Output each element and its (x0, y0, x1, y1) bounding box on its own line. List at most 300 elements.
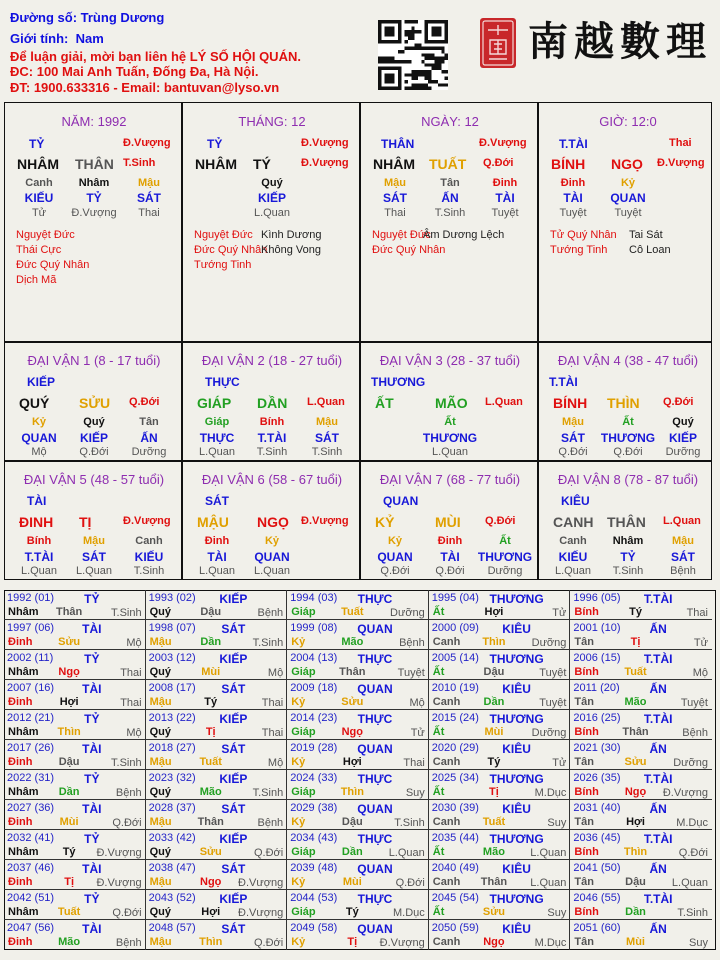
year-ten-god: TÀI (82, 802, 102, 816)
year-stem: Tân (574, 696, 594, 708)
year-ten-god: KIẾP (219, 592, 248, 606)
dai-van-hidden-item: QUAN (21, 431, 57, 445)
year-ten-god: KIẾP (219, 772, 248, 786)
year-cell (570, 800, 712, 830)
dai-van-hidden-item: Q.Đới (435, 565, 465, 577)
dai-van-hidden-item: TÀI (207, 550, 227, 564)
year-cell (570, 590, 712, 620)
year-ten-god: THỰC (357, 772, 393, 786)
year-ten-god: KIÊU (502, 682, 531, 696)
dai-van-title: ĐẠI VẬN 4 (38 - 47 tuổi) (557, 353, 699, 368)
year-stem: Kỷ (291, 696, 306, 708)
dai-van-hidden-item: Bính (259, 416, 285, 428)
year-branch: Thìn (340, 786, 364, 798)
year-label: 2046 (55) (573, 892, 621, 904)
year-cell (287, 800, 429, 830)
dai-van-cell (4, 461, 182, 580)
year-ten-god: TÀI (82, 742, 102, 756)
year-branch: Dần (483, 696, 505, 708)
year-stem: Nhâm (8, 786, 39, 798)
year-label: 2002 (11) (7, 652, 54, 664)
qr-code-icon (378, 20, 448, 90)
year-status: Bệnh (115, 937, 142, 949)
dai-van-hidden-item: THƯƠNG (422, 431, 478, 445)
year-status: Mộ (126, 637, 142, 649)
year-stem: Giáp (291, 666, 316, 678)
dai-van-hidden-item: L.Quan (431, 446, 469, 458)
pillar-branch-status: T.Sinh (123, 157, 156, 169)
star-right: Tai Sát (629, 229, 663, 241)
pillar-ten-god: TỶ (29, 137, 45, 151)
star-right: Không Vong (261, 244, 321, 256)
year-ten-god: ẤN (649, 622, 667, 636)
year-stem: Quý (149, 606, 171, 618)
year-stem: Giáp (291, 606, 316, 618)
dai-van-stem: ẤT (375, 395, 394, 411)
year-cell (429, 800, 571, 830)
year-branch: Sửu (624, 756, 647, 768)
dai-van-ten-god: T.TÀI (549, 375, 578, 389)
year-label: 1996 (05) (573, 592, 621, 604)
year-ten-god: THỰC (357, 592, 393, 606)
year-status: T.Sinh (252, 787, 284, 799)
dai-van-status: L.Quan (485, 396, 523, 408)
hidden-stem-item: TỶ (86, 191, 102, 205)
year-stem: Đinh (8, 696, 33, 708)
dai-van-hidden-item: TỶ (620, 550, 636, 564)
year-status: M.Dục (534, 937, 567, 949)
year-cell (429, 680, 571, 710)
year-status: Q.Đới (253, 847, 284, 859)
year-cell (146, 620, 288, 650)
year-ten-god: ẤN (649, 682, 667, 696)
year-status: Đ.Vượng (379, 937, 425, 949)
dai-van-hidden-item: Ất (444, 416, 456, 428)
year-stem: Tân (574, 936, 594, 948)
year-ten-god: TÀI (82, 862, 102, 876)
dai-van-hidden-item: KIẾU (134, 550, 164, 564)
year-cell (570, 710, 712, 740)
year-stem: Nhâm (8, 846, 39, 858)
year-label: 2043 (52) (148, 892, 196, 904)
year-stem: Ất (432, 906, 445, 918)
dai-van-cell (538, 342, 712, 461)
dai-van-hidden-item: Đinh (437, 535, 463, 547)
year-stem: Ất (432, 846, 445, 858)
year-ten-god: KIÊU (502, 922, 531, 936)
dai-van-hidden-item: L.Quan (198, 446, 236, 458)
year-label: 2007 (16) (7, 682, 55, 694)
year-status: Mộ (267, 757, 284, 769)
pillar-branch: THÂN (75, 156, 114, 172)
year-status: Suy (547, 817, 567, 829)
year-ten-god: KIÊU (502, 802, 531, 816)
year-branch: Tý (629, 606, 642, 618)
dai-van-hidden-item: Kỷ (387, 535, 403, 547)
pillar-branch: NGỌ (611, 156, 643, 172)
year-label: 1994 (03) (290, 592, 338, 604)
year-cell (146, 740, 288, 770)
year-branch: Thìn (482, 636, 506, 648)
year-cell (287, 860, 429, 890)
dai-van-hidden-item: Mậu (672, 535, 694, 547)
year-cell (287, 920, 429, 950)
year-branch: Tý (62, 846, 76, 858)
year-stem: Giáp (291, 726, 316, 738)
year-cell (4, 920, 146, 950)
pillar-stem-status: Đ.Vượng (123, 137, 171, 149)
pillar-cell (538, 102, 712, 342)
year-branch: Dần (625, 906, 646, 918)
year-branch: Ngọ (341, 726, 364, 738)
year-cell (146, 710, 288, 740)
dai-van-cell (538, 461, 712, 580)
year-branch: Tý (345, 906, 359, 918)
year-status: Tử (552, 607, 567, 619)
year-ten-god: KIẾP (219, 892, 248, 906)
dai-van-ten-god: THỰC (205, 375, 240, 389)
pillar-cell (360, 102, 538, 342)
year-branch: Hợi (484, 606, 504, 618)
dai-van-hidden-item: Tân (139, 416, 159, 428)
year-cell (146, 770, 288, 800)
dai-van-title: ĐẠI VẬN 5 (48 - 57 tuổi) (23, 472, 165, 487)
year-label: 2044 (53) (290, 892, 338, 904)
year-label: 2029 (38) (290, 802, 338, 814)
hidden-stem-item: Canh (25, 177, 53, 189)
star-right: Cô Loan (629, 244, 671, 256)
dai-van-ten-god: TÀI (27, 494, 47, 508)
seal-stamp-icon (478, 16, 518, 70)
year-ten-god: T.TÀI (643, 832, 673, 846)
year-stem: Canh (432, 876, 461, 888)
year-status: Dưỡng (390, 607, 425, 619)
dai-van-cell (182, 461, 360, 580)
dai-van-hidden-item: Bệnh (670, 565, 696, 577)
year-label: 2032 (41) (7, 832, 55, 844)
dai-van-hidden-item: Bính (26, 535, 52, 547)
year-branch: Tý (204, 696, 218, 708)
year-label: 2014 (23) (290, 712, 338, 724)
dai-van-hidden-item: SÁT (671, 550, 695, 564)
dai-van-title: ĐẠI VẬN 1 (8 - 17 tuổi) (27, 353, 161, 368)
year-status: M.Dục (534, 787, 567, 799)
dai-van-hidden-item: Nhâm (612, 535, 644, 547)
year-stem: Kỷ (291, 756, 306, 768)
hidden-stem-item: Đinh (560, 177, 586, 189)
year-ten-god: T.TÀI (643, 652, 673, 666)
year-branch: Thân (55, 606, 83, 618)
dai-van-title: ĐẠI VẬN 6 (58 - 67 tuổi) (201, 472, 343, 487)
dai-van-hidden-item: Dưỡng (131, 446, 167, 458)
dai-van-hidden-item: Kỷ (31, 416, 47, 428)
year-label: 1995 (04) (431, 592, 479, 604)
dai-van-hidden-item: Canh (135, 535, 163, 547)
year-branch: Thân (197, 816, 224, 828)
year-status: Đ.Vượng (96, 877, 142, 889)
year-stem: Nhâm (8, 606, 39, 618)
year-ten-god: T.TÀI (643, 592, 673, 606)
star-left: Nguyệt Đức (194, 229, 253, 241)
dai-van-hidden-item: T.Sinh (311, 446, 343, 458)
dai-van-hidden-item: L.Quan (75, 565, 113, 577)
year-label: 2048 (57) (148, 922, 196, 934)
dai-van-branch: NGỌ (257, 514, 289, 530)
year-label: 2017 (26) (7, 742, 55, 754)
year-status: Q.Đới (253, 937, 284, 949)
year-label: 2012 (21) (7, 712, 55, 724)
dai-van-hidden-item: T.Sinh (256, 446, 288, 458)
year-status: Suy (547, 907, 567, 919)
year-cell (570, 830, 712, 860)
dai-van-title: ĐẠI VẬN 3 (28 - 37 tuổi) (379, 353, 521, 368)
year-cell (429, 890, 571, 920)
star-left: Nguyệt Đức (372, 229, 431, 241)
year-ten-god: TỶ (84, 592, 100, 606)
year-status: Đ.Vượng (238, 907, 284, 919)
year-stem: Canh (432, 696, 461, 708)
year-ten-god: QUAN (357, 682, 393, 696)
year-branch: Hợi (626, 816, 645, 828)
year-label: 2019 (28) (290, 742, 338, 754)
star-left: Đức Quý Nhân (194, 244, 268, 256)
year-cell (4, 620, 146, 650)
dai-van-hidden-item: Ất (499, 535, 511, 547)
year-status: Suy (689, 937, 708, 949)
dai-van-hidden-item: KIẾP (668, 431, 698, 445)
year-ten-god: KIÊU (502, 622, 531, 636)
year-branch: Dần (341, 846, 363, 858)
year-label: 1999 (08) (290, 622, 338, 634)
year-ten-god: ẤN (649, 802, 667, 816)
gender-value: Nam (75, 31, 104, 46)
year-stem: Quý (149, 906, 171, 918)
pillar-branch-status: Đ.Vượng (657, 157, 705, 169)
year-stem: Quý (149, 666, 171, 678)
year-label: 2040 (49) (431, 862, 479, 874)
dai-van-hidden-item: Ất (622, 416, 634, 428)
dai-van-status: L.Quan (663, 515, 701, 527)
dai-van-hidden-item: Giáp (204, 416, 230, 428)
year-label: 2033 (42) (148, 832, 196, 844)
year-label: 2021 (30) (573, 742, 621, 754)
year-label: 2013 (22) (148, 712, 196, 724)
year-branch: Thân (339, 666, 366, 678)
dai-van-hidden-item: THƯƠNG (600, 431, 656, 445)
year-status: Đ.Vượng (96, 847, 142, 859)
year-label: 2049 (58) (290, 922, 338, 934)
year-status: T.Sinh (394, 817, 425, 829)
year-ten-god: TỶ (84, 652, 100, 666)
year-label: 2034 (43) (290, 832, 338, 844)
year-status: Tử (693, 637, 708, 649)
year-cell (4, 710, 146, 740)
dai-van-cell (182, 342, 360, 461)
year-stem: Mậu (149, 696, 172, 708)
star-left: Đức Quý Nhân (372, 244, 446, 256)
year-status: Q.Đới (112, 817, 142, 829)
year-stem: Bính (574, 906, 599, 918)
year-status: Thai (120, 667, 142, 679)
year-cell (146, 830, 288, 860)
name-line: Đường số: Trùng Dương (10, 10, 165, 25)
dai-van-hidden-item: Q.Đới (79, 446, 109, 458)
dai-van-status: L.Quan (307, 396, 345, 408)
dai-van-status: Q.Đới (663, 396, 694, 408)
year-branch: Ngọ (200, 876, 222, 888)
year-ten-god: KIẾP (219, 712, 248, 726)
dai-van-hidden-item: Mậu (83, 535, 105, 547)
dai-van-branch: THÂN (607, 514, 646, 530)
pillar-ten-god: T.TÀI (559, 137, 588, 151)
year-ten-god: SÁT (221, 862, 246, 876)
year-status: Dưỡng (531, 727, 567, 739)
phone-email-line: ĐT: 1900.633316 - Email: bantuvan@lyso.vn (10, 80, 280, 95)
year-ten-god: THỰC (357, 712, 393, 726)
dai-van-hidden-item: QUAN (254, 550, 290, 564)
year-ten-god: THỰC (357, 832, 393, 846)
year-stem: Nhâm (8, 666, 39, 678)
dai-van-ten-god: THƯƠNG (371, 375, 426, 389)
year-cell (570, 890, 712, 920)
year-status: Q.Đới (678, 847, 708, 859)
year-ten-god: THƯƠNG (489, 712, 544, 726)
year-stem: Nhâm (8, 726, 39, 738)
year-stem: Quý (149, 726, 171, 738)
year-status: Bệnh (399, 637, 425, 649)
dai-van-hidden-item: SÁT (315, 431, 339, 445)
year-label: 2038 (47) (148, 862, 196, 874)
year-label: 2039 (48) (290, 862, 338, 874)
year-ten-god: THƯƠNG (489, 832, 544, 846)
dai-van-hidden-item: T.Sinh (612, 565, 644, 577)
year-stem: Đinh (8, 756, 33, 768)
year-status: L.Quan (530, 847, 567, 859)
year-label: 2025 (34) (431, 772, 479, 784)
star-left: Đức Quý Nhân (16, 259, 90, 271)
year-cell (4, 830, 146, 860)
year-label: 2047 (56) (7, 922, 55, 934)
year-ten-god: ẤN (649, 862, 667, 876)
hidden-stem-item: Đinh (492, 177, 518, 189)
year-status: Q.Đới (395, 877, 425, 889)
dai-van-hidden-item: T.TÀI (257, 431, 287, 445)
year-stem: Bính (574, 846, 599, 858)
pillar-stem-status: Thai (669, 137, 692, 149)
year-ten-god: THƯƠNG (489, 592, 544, 606)
dai-van-hidden-item: SÁT (82, 550, 106, 564)
hidden-stem-item: Kỷ (620, 177, 636, 189)
dai-van-hidden-item: TÀI (440, 550, 460, 564)
dai-van-stem: ĐINH (19, 514, 54, 530)
year-stem: Giáp (291, 786, 316, 798)
year-branch: Mùi (484, 726, 504, 738)
year-label: 2005 (14) (431, 652, 479, 664)
year-stem: Canh (432, 936, 461, 948)
hidden-stem-item: Mậu (384, 177, 406, 189)
year-branch: Mùi (201, 666, 221, 678)
hidden-stem-item: TÀI (563, 191, 583, 205)
dai-van-hidden-item: Mộ (31, 446, 47, 458)
year-label: 2027 (36) (7, 802, 55, 814)
year-label: 2035 (44) (431, 832, 479, 844)
gender-label: Giới tính: (10, 31, 69, 46)
dai-van-title: ĐẠI VẬN 7 (68 - 77 tuổi) (379, 472, 521, 487)
year-branch: Tuất (57, 906, 81, 918)
year-ten-god: QUAN (357, 802, 393, 816)
year-label: 2010 (19) (431, 682, 479, 694)
year-label: 2018 (27) (148, 742, 196, 754)
year-stem: Bính (574, 786, 599, 798)
year-branch: Sửu (58, 636, 81, 648)
year-label: 2020 (29) (431, 742, 479, 754)
dai-van-hidden-item: T.TÀI (24, 550, 54, 564)
year-cell (4, 890, 146, 920)
hidden-stem-item: QUAN (610, 191, 646, 205)
year-branch: Thìn (623, 846, 648, 858)
star-left: Dịch Mã (16, 274, 57, 286)
year-stem: Đinh (8, 876, 33, 888)
year-stem: Canh (432, 636, 461, 648)
year-label: 2030 (39) (431, 802, 479, 814)
hidden-stem-item: SÁT (137, 191, 161, 205)
year-status: Mộ (267, 667, 284, 679)
year-cell (146, 920, 288, 950)
year-status: Tử (552, 757, 567, 769)
gender-line (10, 31, 104, 47)
year-label: 2015 (24) (431, 712, 479, 724)
year-ten-god: TÀI (82, 922, 102, 936)
year-branch: Tị (205, 726, 216, 738)
year-stem: Quý (149, 786, 171, 798)
year-status: Thai (686, 607, 708, 619)
year-ten-god: SÁT (221, 682, 246, 696)
pillar-stem-status: Đ.Vượng (301, 137, 349, 149)
year-stem: Bính (574, 726, 599, 738)
year-stem: Giáp (291, 906, 316, 918)
year-ten-god: THƯƠNG (489, 652, 544, 666)
hidden-stem-item: ẤN (441, 191, 459, 205)
dai-van-branch: SỬU (79, 395, 111, 411)
year-ten-god: QUAN (357, 742, 393, 756)
year-branch: Thìn (57, 726, 81, 738)
year-status: Tuyệt (539, 667, 567, 679)
dai-van-branch: MÃO (435, 395, 468, 411)
dai-van-title: ĐẠI VẬN 2 (18 - 27 tuổi) (201, 353, 343, 368)
dai-van-hidden-item: Đinh (204, 535, 230, 547)
pillar-title: NGÀY: 12 (421, 114, 479, 129)
year-stem: Ất (432, 726, 445, 738)
year-cell (4, 590, 146, 620)
year-branch: Ngọ (624, 786, 647, 798)
year-cell (287, 830, 429, 860)
dai-van-hidden-item: Dưỡng (665, 446, 701, 458)
dai-van-stem: KỶ (375, 514, 395, 530)
dai-van-status: Đ.Vượng (301, 515, 349, 527)
year-status: Thai (261, 697, 284, 709)
year-status: T.Sinh (677, 907, 708, 919)
year-status: T.Sinh (252, 637, 284, 649)
year-cell (570, 740, 712, 770)
dai-van-title: ĐẠI VẬN 8 (78 - 87 tuổi) (557, 472, 699, 487)
year-cell (429, 650, 571, 680)
hidden-stem-item: Nhâm (78, 177, 110, 189)
year-branch: Tuất (482, 816, 506, 828)
dai-van-hidden-item: Q.Đới (558, 446, 588, 458)
year-cell (570, 920, 712, 950)
site-title: 南越數理 (528, 18, 712, 65)
hidden-stem-item: SÁT (383, 191, 407, 205)
